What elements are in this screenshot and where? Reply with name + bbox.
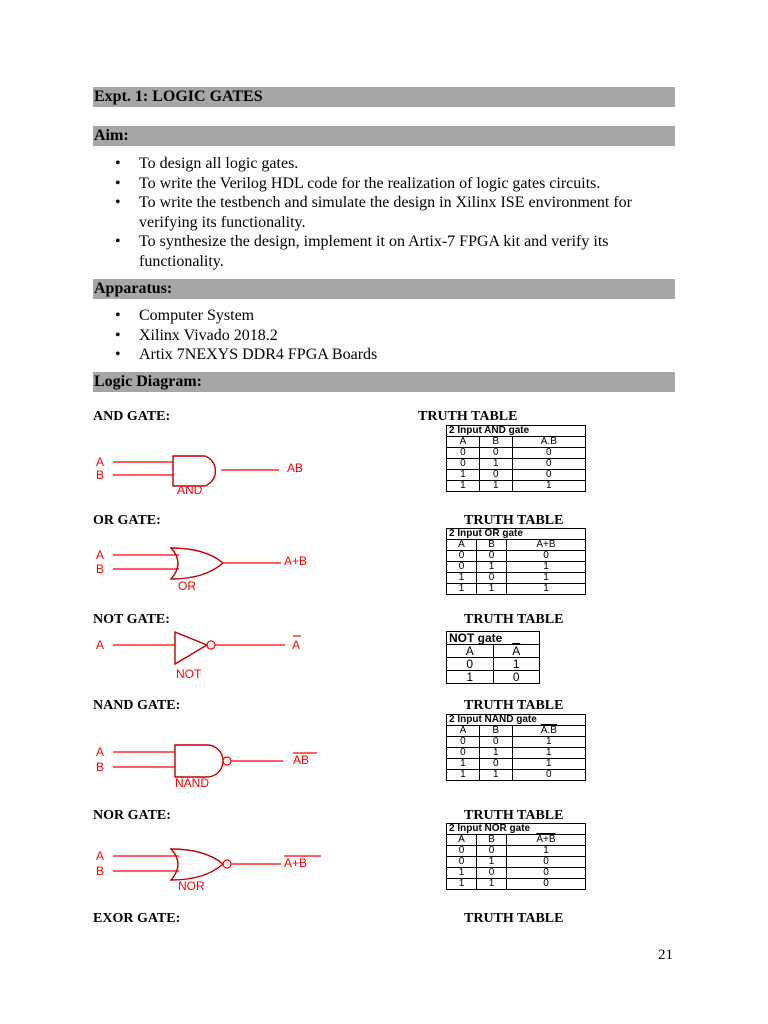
and-gate-diagram <box>93 452 323 498</box>
table-caption: 2 Input AND gate <box>447 426 586 437</box>
not-gate-name: NOT <box>176 667 202 681</box>
apparatus-heading: Apparatus: <box>93 279 675 299</box>
nor-input-b: B <box>96 864 105 878</box>
logic-diagram-heading: Logic Diagram: <box>93 372 675 392</box>
nand-gate-symbol <box>175 745 223 777</box>
not-gate-symbol <box>175 632 207 664</box>
or-gate-name: OR <box>178 579 196 593</box>
nand-truth-table-label: TRUTH TABLE <box>464 698 564 713</box>
aim-list <box>93 154 675 272</box>
not-output: A <box>292 638 301 652</box>
nor-input-a: A <box>96 849 105 863</box>
aim-item: • To write the testbench and simulate the design in Xilinx ISE environment for verifying its functionality. <box>93 193 675 232</box>
nor-truth-table: 2 Input NOR gate A B A+B 0 0 1 0 1 0 1 0 0 1 1 0 <box>446 823 586 890</box>
not-input-a: A <box>96 638 105 652</box>
nand-input-a: A <box>96 745 105 759</box>
or-input-a: A <box>96 548 105 562</box>
not-truth-table-label: TRUTH TABLE <box>464 612 564 627</box>
aim-item: • To design all logic gates. <box>93 154 675 174</box>
and-truth-table-label: TRUTH TABLE <box>418 409 518 424</box>
aim-item: • To synthesize the design, implement it on Artix-7 FPGA kit and verify its functionality. <box>93 232 675 271</box>
apparatus-list <box>93 306 675 365</box>
table-caption: NOT gate <box>447 632 540 645</box>
nand-truth-table: 2 Input NAND gate A B A.B 0 0 1 0 1 1 1 0 1 1 1 0 <box>446 714 586 781</box>
or-gate-label: OR GATE: <box>93 513 161 528</box>
apparatus-item: • Xilinx Vivado 2018.2 <box>93 326 675 346</box>
exor-truth-table-label: TRUTH TABLE <box>464 911 564 926</box>
table-caption: 2 Input NAND gate <box>447 715 586 726</box>
not-gate-label: NOT GATE: <box>93 612 170 627</box>
and-output: AB <box>287 461 304 475</box>
table-caption: 2 Input NOR gate <box>447 824 586 835</box>
table-caption: 2 Input OR gate <box>447 529 586 540</box>
and-input-b: B <box>96 468 105 482</box>
or-input-b: B <box>96 562 105 576</box>
exor-gate-label: EXOR GATE: <box>93 911 181 926</box>
aim-item: • To write the Verilog HDL code for the realization of logic gates circuits. <box>93 174 675 194</box>
nor-gate-diagram <box>93 845 333 897</box>
or-truth-table-label: TRUTH TABLE <box>464 513 564 528</box>
and-input-a: A <box>96 455 105 469</box>
nor-truth-table-label: TRUTH TABLE <box>464 808 564 823</box>
nand-gate-name: NAND <box>175 776 210 790</box>
and-gate-symbol <box>173 456 215 486</box>
nor-gate-name: NOR <box>178 879 205 893</box>
and-truth-table: 2 Input AND gate A B A.B 0 0 0 0 1 0 1 0 0 1 1 1 <box>446 425 586 492</box>
apparatus-item: • Artix 7NEXYS DDR4 FPGA Boards <box>93 345 675 365</box>
and-gate-name: AND <box>177 483 203 497</box>
nor-output: A+B <box>284 856 308 870</box>
nand-input-b: B <box>96 760 105 774</box>
aim-heading: Aim: <box>93 126 675 146</box>
apparatus-item: • Computer System <box>93 306 675 326</box>
and-gate-label: AND GATE: <box>93 409 171 424</box>
not-truth-table: NOT gate A $\overline{A}$ 0 1 1 0 <box>446 631 540 684</box>
nand-output: AB <box>293 753 310 767</box>
page-number: 21 <box>658 947 673 963</box>
nand-gate-label: NAND GATE: <box>93 698 181 713</box>
nor-gate-symbol <box>171 849 223 880</box>
not-gate-diagram <box>93 630 323 682</box>
experiment-title: Expt. 1: LOGIC GATES <box>93 87 675 107</box>
or-gate-symbol <box>171 548 223 579</box>
or-output: A+B <box>284 554 308 568</box>
or-gate-diagram <box>93 543 333 593</box>
or-truth-table: 2 Input OR gate A B A+B 0 0 0 0 1 1 1 0 1 1 1 1 <box>446 528 586 595</box>
nand-gate-diagram <box>93 740 333 792</box>
nor-gate-label: NOR GATE: <box>93 808 171 823</box>
